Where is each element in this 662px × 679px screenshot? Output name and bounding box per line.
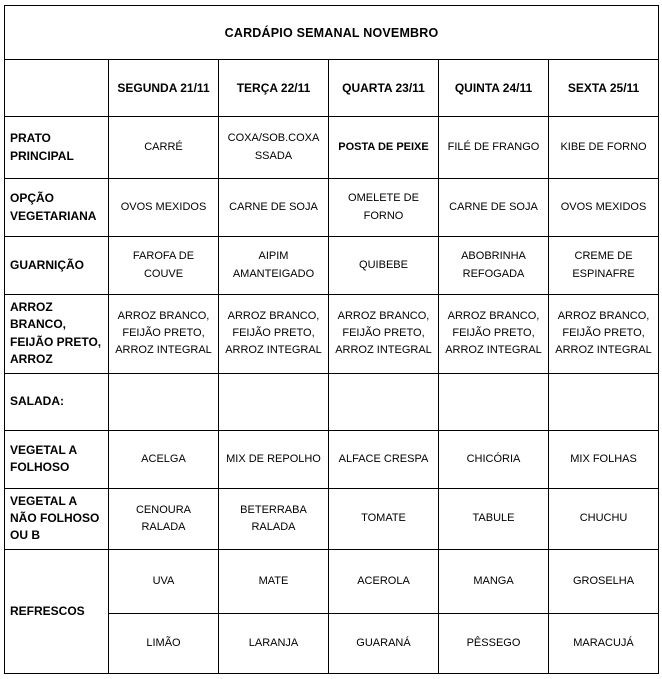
row-label: ARROZ BRANCO, FEIJÃO PRETO, ARROZ bbox=[5, 295, 109, 374]
weekly-menu-table bbox=[4, 5, 659, 674]
menu-cell: CHICÓRIA bbox=[439, 430, 549, 488]
menu-cell: QUIBEBE bbox=[329, 237, 439, 295]
menu-cell: FAROFA DE COUVE bbox=[109, 237, 219, 295]
menu-cell: LARANJA bbox=[219, 613, 329, 673]
page-title: CARDÁPIO SEMANAL NOVEMBRO bbox=[5, 6, 659, 60]
row-label: OPÇÃO VEGETARIANA bbox=[5, 179, 109, 237]
menu-cell: LIMÃO bbox=[109, 613, 219, 673]
column-header-tuesday: TERÇA 22/11 bbox=[219, 60, 329, 117]
column-header-friday: SEXTA 25/11 bbox=[549, 60, 659, 117]
menu-cell: UVA bbox=[109, 549, 219, 613]
column-header-wednesday: QUARTA 23/11 bbox=[329, 60, 439, 117]
table-row-opcao-vegetariana bbox=[5, 179, 659, 237]
menu-cell: MANGA bbox=[439, 549, 549, 613]
menu-cell: GUARANÁ bbox=[329, 613, 439, 673]
menu-cell: AIPIM AMANTEIGADO bbox=[219, 237, 329, 295]
row-label: VEGETAL A NÃO FOLHOSO OU B bbox=[5, 488, 109, 549]
row-label: GUARNIÇÃO bbox=[5, 237, 109, 295]
menu-cell: KIBE DE FORNO bbox=[549, 117, 659, 179]
table-row-salada bbox=[5, 373, 659, 430]
menu-cell: COXA/SOB.COXASSADA bbox=[219, 117, 329, 179]
menu-cell bbox=[109, 373, 219, 430]
column-header-thursday: QUINTA 24/11 bbox=[439, 60, 549, 117]
table-row-refrescos-1 bbox=[5, 549, 659, 613]
menu-cell: CREME DE ESPINAFRE bbox=[549, 237, 659, 295]
menu-cell: GROSELHA bbox=[549, 549, 659, 613]
menu-cell: TABULE bbox=[439, 488, 549, 549]
menu-cell: OMELETE DE FORNO bbox=[329, 179, 439, 237]
menu-cell: CARNE DE SOJA bbox=[439, 179, 549, 237]
menu-cell: POSTA DE PEIXE bbox=[329, 117, 439, 179]
menu-cell: ARROZ BRANCO, FEIJÃO PRETO, ARROZ INTEGRAL bbox=[329, 295, 439, 374]
menu-cell: BETERRABA RALADA bbox=[219, 488, 329, 549]
menu-cell: TOMATE bbox=[329, 488, 439, 549]
menu-cell bbox=[329, 373, 439, 430]
table-row-vegetal-nao-folhoso bbox=[5, 488, 659, 549]
menu-cell: ARROZ BRANCO, FEIJÃO PRETO, ARROZ INTEGRAL bbox=[109, 295, 219, 374]
corner-cell bbox=[5, 60, 109, 117]
menu-cell: MIX DE REPOLHO bbox=[219, 430, 329, 488]
menu-cell: ARROZ BRANCO, FEIJÃO PRETO, ARROZ INTEGRAL bbox=[549, 295, 659, 374]
menu-cell: FILÉ DE FRANGO bbox=[439, 117, 549, 179]
menu-cell: ABOBRINHA REFOGADA bbox=[439, 237, 549, 295]
header-row bbox=[5, 60, 659, 117]
menu-cell: CHUCHU bbox=[549, 488, 659, 549]
menu-cell: ALFACE CRESPA bbox=[329, 430, 439, 488]
menu-cell: OVOS MEXIDOS bbox=[549, 179, 659, 237]
table-row-vegetal-folhoso bbox=[5, 430, 659, 488]
menu-cell: MATE bbox=[219, 549, 329, 613]
table-row-guarnicao bbox=[5, 237, 659, 295]
table-row-prato-principal bbox=[5, 117, 659, 179]
menu-cell: ACELGA bbox=[109, 430, 219, 488]
menu-cell: CARRÉ bbox=[109, 117, 219, 179]
menu-cell bbox=[549, 373, 659, 430]
menu-cell: ARROZ BRANCO, FEIJÃO PRETO, ARROZ INTEGRAL bbox=[219, 295, 329, 374]
menu-cell: MARACUJÁ bbox=[549, 613, 659, 673]
menu-cell: PÊSSEGO bbox=[439, 613, 549, 673]
menu-cell: ARROZ BRANCO, FEIJÃO PRETO, ARROZ INTEGRAL bbox=[439, 295, 549, 374]
row-label: REFRESCOS bbox=[5, 549, 109, 673]
row-label: VEGETAL A FOLHOSO bbox=[5, 430, 109, 488]
column-header-monday: SEGUNDA 21/11 bbox=[109, 60, 219, 117]
title-row bbox=[5, 6, 659, 60]
menu-cell: ACEROLA bbox=[329, 549, 439, 613]
menu-cell: CENOURA RALADA bbox=[109, 488, 219, 549]
menu-cell: OVOS MEXIDOS bbox=[109, 179, 219, 237]
menu-cell bbox=[219, 373, 329, 430]
menu-cell: CARNE DE SOJA bbox=[219, 179, 329, 237]
row-label: SALADA: bbox=[5, 373, 109, 430]
menu-cell: MIX FOLHAS bbox=[549, 430, 659, 488]
row-label: PRATO PRINCIPAL bbox=[5, 117, 109, 179]
menu-cell bbox=[439, 373, 549, 430]
table-row-arroz-feijao bbox=[5, 295, 659, 374]
